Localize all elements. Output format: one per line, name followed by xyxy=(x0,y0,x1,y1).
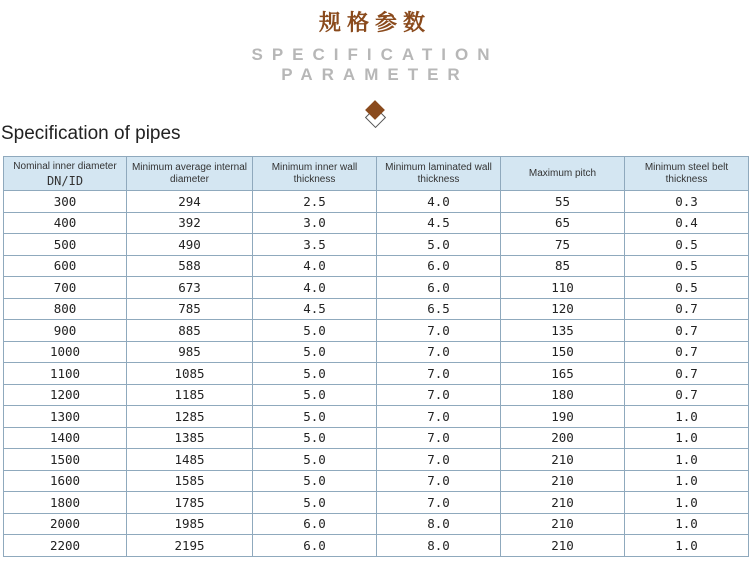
cell-steel-belt-thickness: 0.7 xyxy=(625,384,749,406)
table-row xyxy=(4,212,749,234)
cell-maximum-pitch: 135 xyxy=(501,320,625,342)
cell-maximum-pitch: 65 xyxy=(501,212,625,234)
column-header-average-internal-diameter: Minimum average internal diameter xyxy=(127,157,253,191)
cell-nominal-diameter: 1100 xyxy=(4,363,127,385)
cell-laminated-wall-thickness: 6.0 xyxy=(377,277,501,299)
cell-steel-belt-thickness: 1.0 xyxy=(625,492,749,514)
cell-nominal-diameter: 400 xyxy=(4,212,127,234)
cell-inner-wall-thickness: 4.5 xyxy=(253,298,377,320)
cell-average-internal-diameter: 1985 xyxy=(127,513,253,535)
cell-maximum-pitch: 210 xyxy=(501,470,625,492)
table-row xyxy=(4,234,749,256)
cell-steel-belt-thickness: 1.0 xyxy=(625,513,749,535)
english-title-line-2: PARAMETER xyxy=(281,65,469,84)
cell-nominal-diameter: 500 xyxy=(4,234,127,256)
column-header-label: Nominal inner diameter xyxy=(13,160,117,172)
cell-steel-belt-thickness: 1.0 xyxy=(625,535,749,557)
cell-laminated-wall-thickness: 7.0 xyxy=(377,470,501,492)
cell-average-internal-diameter: 1385 xyxy=(127,427,253,449)
column-header-laminated-wall-thickness: Minimum laminated wall thickness xyxy=(377,157,501,191)
cell-inner-wall-thickness: 5.0 xyxy=(253,320,377,342)
cell-steel-belt-thickness: 1.0 xyxy=(625,470,749,492)
column-header-sublabel: DN/ID xyxy=(46,173,84,188)
cell-steel-belt-thickness: 0.5 xyxy=(625,277,749,299)
cell-nominal-diameter: 700 xyxy=(4,277,127,299)
cell-nominal-diameter: 1800 xyxy=(4,492,127,514)
cell-inner-wall-thickness: 4.0 xyxy=(253,255,377,277)
cell-laminated-wall-thickness: 7.0 xyxy=(377,341,501,363)
cell-laminated-wall-thickness: 8.0 xyxy=(377,535,501,557)
cell-nominal-diameter: 2200 xyxy=(4,535,127,557)
cell-steel-belt-thickness: 0.7 xyxy=(625,363,749,385)
cell-maximum-pitch: 210 xyxy=(501,492,625,514)
cell-average-internal-diameter: 1485 xyxy=(127,449,253,471)
cell-steel-belt-thickness: 1.0 xyxy=(625,427,749,449)
cell-inner-wall-thickness: 5.0 xyxy=(253,470,377,492)
cell-nominal-diameter: 1200 xyxy=(4,384,127,406)
cell-average-internal-diameter: 885 xyxy=(127,320,253,342)
cell-inner-wall-thickness: 5.0 xyxy=(253,492,377,514)
cell-average-internal-diameter: 490 xyxy=(127,234,253,256)
cell-laminated-wall-thickness: 7.0 xyxy=(377,427,501,449)
section-title: Specification of pipes xyxy=(1,123,181,144)
cell-maximum-pitch: 165 xyxy=(501,363,625,385)
table-row xyxy=(4,470,749,492)
cell-steel-belt-thickness: 0.7 xyxy=(625,320,749,342)
cell-laminated-wall-thickness: 6.0 xyxy=(377,255,501,277)
cell-maximum-pitch: 180 xyxy=(501,384,625,406)
cell-nominal-diameter: 1500 xyxy=(4,449,127,471)
cell-steel-belt-thickness: 1.0 xyxy=(625,449,749,471)
column-header-inner-wall-thickness: Minimum inner wall thickness xyxy=(253,157,377,191)
cell-maximum-pitch: 110 xyxy=(501,277,625,299)
cell-steel-belt-thickness: 0.5 xyxy=(625,234,749,256)
cell-maximum-pitch: 200 xyxy=(501,427,625,449)
english-title-line-1: SPECIFICATION xyxy=(251,45,499,64)
cell-average-internal-diameter: 1185 xyxy=(127,384,253,406)
cell-inner-wall-thickness: 5.0 xyxy=(253,406,377,428)
cell-nominal-diameter: 300 xyxy=(4,191,127,213)
table-header-row xyxy=(4,157,749,191)
cell-inner-wall-thickness: 6.0 xyxy=(253,535,377,557)
table-row xyxy=(4,492,749,514)
cell-nominal-diameter: 800 xyxy=(4,298,127,320)
table-row xyxy=(4,406,749,428)
cell-inner-wall-thickness: 3.0 xyxy=(253,212,377,234)
cell-nominal-diameter: 1600 xyxy=(4,470,127,492)
cell-steel-belt-thickness: 0.7 xyxy=(625,341,749,363)
cell-maximum-pitch: 75 xyxy=(501,234,625,256)
cell-average-internal-diameter: 392 xyxy=(127,212,253,234)
cell-maximum-pitch: 210 xyxy=(501,513,625,535)
cell-steel-belt-thickness: 0.4 xyxy=(625,212,749,234)
cell-average-internal-diameter: 588 xyxy=(127,255,253,277)
table-row xyxy=(4,298,749,320)
cell-maximum-pitch: 190 xyxy=(501,406,625,428)
cell-maximum-pitch: 85 xyxy=(501,255,625,277)
cell-nominal-diameter: 900 xyxy=(4,320,127,342)
cell-steel-belt-thickness: 0.5 xyxy=(625,255,749,277)
cell-laminated-wall-thickness: 7.0 xyxy=(377,320,501,342)
cell-average-internal-diameter: 785 xyxy=(127,298,253,320)
cell-maximum-pitch: 210 xyxy=(501,535,625,557)
cell-inner-wall-thickness: 5.0 xyxy=(253,384,377,406)
cell-steel-belt-thickness: 1.0 xyxy=(625,406,749,428)
cell-nominal-diameter: 1400 xyxy=(4,427,127,449)
cell-nominal-diameter: 1000 xyxy=(4,341,127,363)
cell-average-internal-diameter: 985 xyxy=(127,341,253,363)
cell-inner-wall-thickness: 5.0 xyxy=(253,341,377,363)
cell-inner-wall-thickness: 2.5 xyxy=(253,191,377,213)
cell-laminated-wall-thickness: 5.0 xyxy=(377,234,501,256)
cell-maximum-pitch: 55 xyxy=(501,191,625,213)
table-row xyxy=(4,535,749,557)
cell-inner-wall-thickness: 4.0 xyxy=(253,277,377,299)
cell-laminated-wall-thickness: 7.0 xyxy=(377,492,501,514)
cell-average-internal-diameter: 2195 xyxy=(127,535,253,557)
cell-laminated-wall-thickness: 7.0 xyxy=(377,406,501,428)
cell-laminated-wall-thickness: 4.0 xyxy=(377,191,501,213)
table-row xyxy=(4,449,749,471)
cell-average-internal-diameter: 1585 xyxy=(127,470,253,492)
cell-inner-wall-thickness: 5.0 xyxy=(253,427,377,449)
chinese-title: 规格参数 xyxy=(318,11,431,36)
cell-laminated-wall-thickness: 7.0 xyxy=(377,449,501,471)
table-row xyxy=(4,427,749,449)
cell-laminated-wall-thickness: 4.5 xyxy=(377,212,501,234)
cell-maximum-pitch: 120 xyxy=(501,298,625,320)
table-row xyxy=(4,320,749,342)
column-header-maximum-pitch: Maximum pitch xyxy=(501,157,625,191)
cell-average-internal-diameter: 673 xyxy=(127,277,253,299)
specification-table xyxy=(3,156,749,557)
cell-nominal-diameter: 600 xyxy=(4,255,127,277)
cell-steel-belt-thickness: 0.3 xyxy=(625,191,749,213)
cell-average-internal-diameter: 1785 xyxy=(127,492,253,514)
table-row xyxy=(4,341,749,363)
cell-steel-belt-thickness: 0.7 xyxy=(625,298,749,320)
cell-laminated-wall-thickness: 8.0 xyxy=(377,513,501,535)
cell-maximum-pitch: 210 xyxy=(501,449,625,471)
cell-inner-wall-thickness: 6.0 xyxy=(253,513,377,535)
cell-laminated-wall-thickness: 7.0 xyxy=(377,363,501,385)
cell-average-internal-diameter: 1085 xyxy=(127,363,253,385)
column-header-nominal-diameter xyxy=(4,157,127,191)
cell-inner-wall-thickness: 5.0 xyxy=(253,449,377,471)
table-row xyxy=(4,277,749,299)
table-row xyxy=(4,384,749,406)
table-body xyxy=(4,191,749,557)
cell-laminated-wall-thickness: 6.5 xyxy=(377,298,501,320)
cell-nominal-diameter: 2000 xyxy=(4,513,127,535)
cell-average-internal-diameter: 294 xyxy=(127,191,253,213)
cell-nominal-diameter: 1300 xyxy=(4,406,127,428)
diamond-icon xyxy=(362,100,388,130)
table-row xyxy=(4,513,749,535)
table-row xyxy=(4,255,749,277)
cell-inner-wall-thickness: 5.0 xyxy=(253,363,377,385)
table-row xyxy=(4,363,749,385)
cell-maximum-pitch: 150 xyxy=(501,341,625,363)
column-header-steel-belt-thickness: Minimum steel belt thickness xyxy=(625,157,749,191)
table-row xyxy=(4,191,749,213)
cell-inner-wall-thickness: 3.5 xyxy=(253,234,377,256)
cell-laminated-wall-thickness: 7.0 xyxy=(377,384,501,406)
cell-average-internal-diameter: 1285 xyxy=(127,406,253,428)
